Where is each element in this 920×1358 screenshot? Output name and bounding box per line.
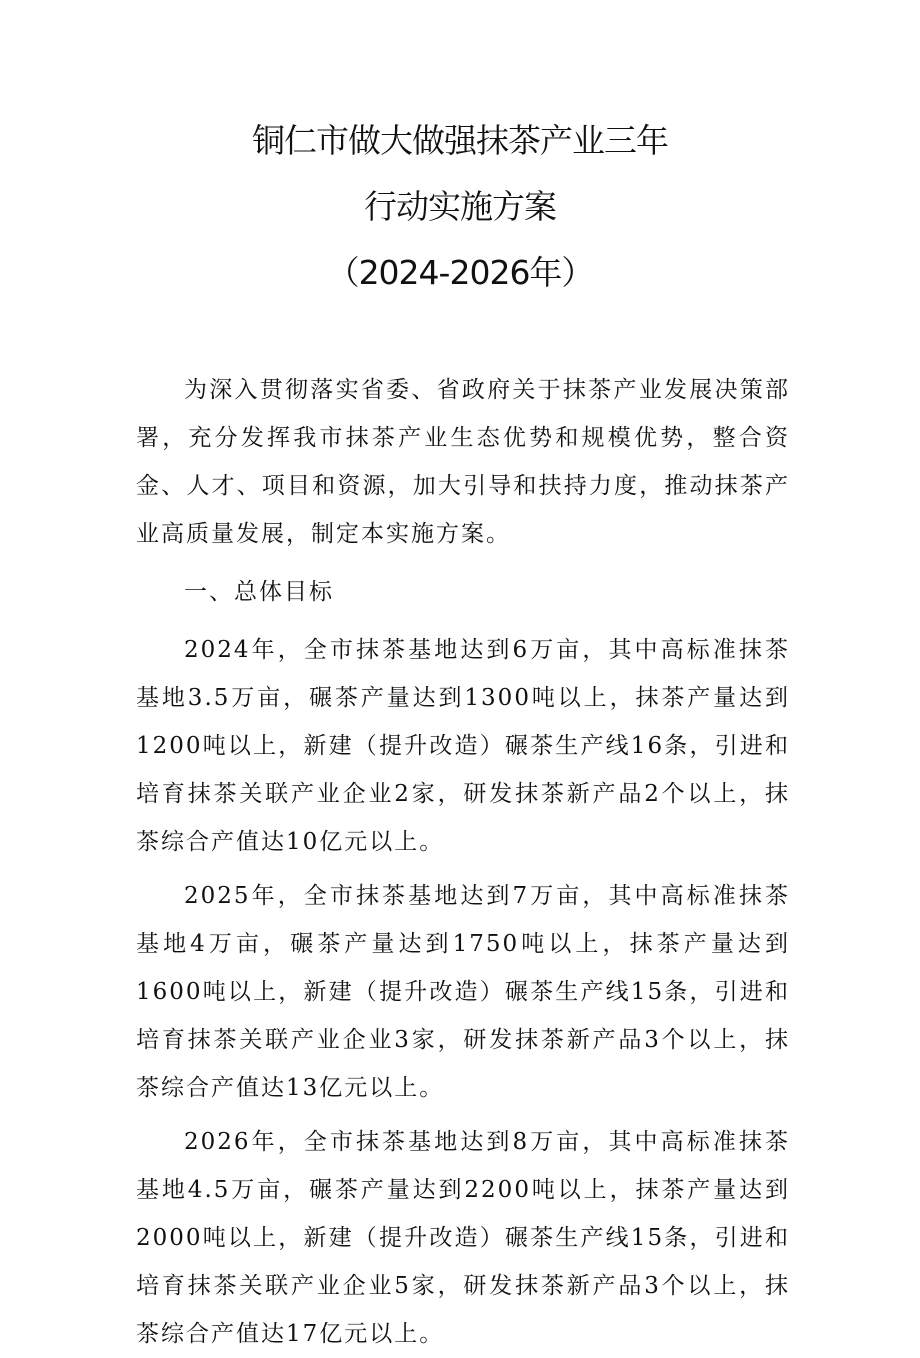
title-line-3: （2024-2026年）	[326, 253, 594, 292]
document-body	[136, 366, 790, 1358]
intro-paragraph: 为深入贯彻落实省委、省政府关于抹茶产业发展决策部署，充分发挥我市抹茶产业生态优势和规模优势，整合资金、人才、项目和资源，加大引导和扶持力度，推动抹茶产业高质量发展，制定本实施方案。	[136, 377, 790, 547]
document-title	[0, 108, 920, 306]
section-heading-overall-goals: 一、总体目标	[184, 579, 334, 605]
goal-paragraph-2024: 2024年，全市抹茶基地达到6万亩，其中高标准抹茶基地3.5万亩，碾茶产量达到1300吨以上，抹茶产量达到1200吨以上，新建（提升改造）碾茶生产线16条，引进和培育抹茶关联产业企业2家，研发抹茶新产品2个以上，抹茶综合产值达10亿元以上。	[136, 637, 790, 855]
title-line-1: 铜仁市做大做强抹茶产业三年	[252, 121, 668, 160]
goal-paragraph-2025: 2025年，全市抹茶基地达到7万亩，其中高标准抹茶基地4万亩，碾茶产量达到1750吨以上，抹茶产量达到1600吨以上，新建（提升改造）碾茶生产线15条，引进和培育抹茶关联产业企业3家，研发抹茶新产品3个以上，抹茶综合产值达13亿元以上。	[136, 883, 790, 1101]
title-line-2: 行动实施方案	[364, 187, 556, 226]
goal-paragraph-2026: 2026年，全市抹茶基地达到8万亩，其中高标准抹茶基地4.5万亩，碾茶产量达到2200吨以上，抹茶产量达到2000吨以上，新建（提升改造）碾茶生产线15条，引进和培育抹茶关联产业企业5家，研发抹茶新产品3个以上，抹茶综合产值达17亿元以上。	[136, 1129, 790, 1347]
